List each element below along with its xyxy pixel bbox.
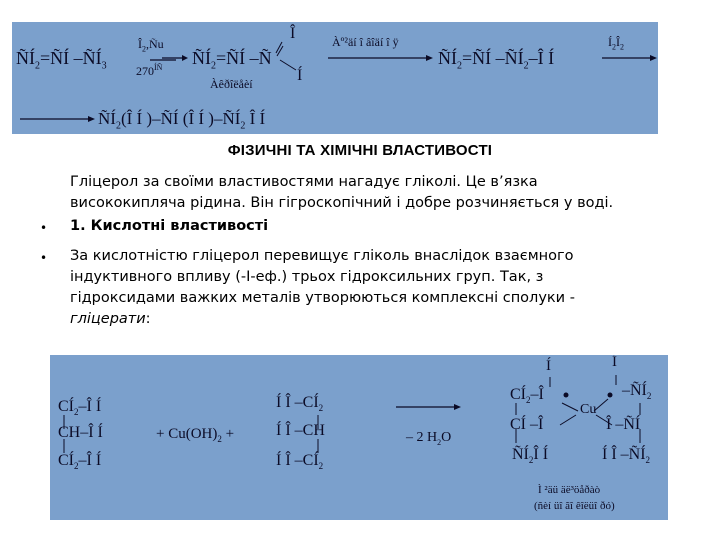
oxidation-conditions-top: $Î_2,Ñu$ <box>138 37 164 54</box>
item-acidity-paragraph <box>70 246 700 330</box>
glycerol-row-1: $CÍ_2-Î$ Í <box>58 398 102 418</box>
item2-line-4: гліцерати: <box>70 311 151 327</box>
acrolein-oxygen: Î <box>290 25 296 42</box>
glycerol-row-3: $CÍ_2-Î$ Í <box>58 452 102 472</box>
acrolein-caption: Àêðîëåèí <box>210 77 253 91</box>
glycerol2-row-1: Í Î $-CÍ_2$ <box>276 394 324 414</box>
complex-right-row-2: Î –ÑÍ <box>606 416 641 433</box>
complex-left-row-2: CÍ –Î <box>510 416 544 433</box>
complex-h-right: Í <box>612 355 617 370</box>
intro-paragraph <box>70 172 700 214</box>
bullet-marker: • <box>40 221 48 235</box>
glycerol2-row-3: Í Î $-CÍ_2$ <box>276 452 324 472</box>
copper-hydroxide-reagent: + $Cu(OH)_2$ + <box>156 426 235 444</box>
complex-right-row-3: Í Î $-ÑÍ_2$ <box>602 446 651 466</box>
complex-caption-name: Ì ²äü äë³öåðàò <box>538 484 601 496</box>
reduction-reagent: Àº²äí î âîäí î ÿ <box>332 35 399 49</box>
glycerol2-row-2: Í Î –CH <box>276 422 325 439</box>
intro-line-1: Гліцерол за своїми властивостями нагадує гліколі. Це в’язка <box>70 174 538 190</box>
complex-h-left: Í <box>546 358 551 374</box>
glycerol-row-2: CH–Î Í <box>58 424 103 441</box>
glycerol-formula-top: $ÑÍ_2(Î$ Í )–ÑÍ (Î Í )$-ÑÍ_2$ Î Í <box>98 109 266 132</box>
intro-line-2: висококипляча рідина. Він гігроскопічний і добре розчиняється у воді. <box>70 195 614 211</box>
bullet-marker: • <box>40 251 48 265</box>
item2-line-3: гідроксидами важких металів утворюються комплексні сполуки - <box>70 290 575 306</box>
complex-left-row-3: $ÑÍ_2Î$ Í <box>512 446 549 466</box>
section-title: ФІЗИЧНІ ТА ХІМІЧНІ ВЛАСТИВОСТІ <box>227 142 493 159</box>
body-text <box>40 172 700 352</box>
item-acid-properties: 1. Кислотні властивості <box>70 218 269 234</box>
acrolein-formula: $ÑÍ_2=ÑÍ$ –Ñ <box>192 48 272 72</box>
reaction-scheme-bottom <box>50 355 668 520</box>
reaction-scheme-top <box>12 22 658 134</box>
hydroxylation-conditions: $Í_2Î_2$ <box>608 35 624 52</box>
allyl-alcohol-formula: $ÑÍ_2=ÑÍ$ $-ÑÍ_2-Î$ Í <box>438 48 555 72</box>
acrolein-hydrogen: Í <box>297 67 303 84</box>
complex-left-row-1: $CÍ_2-Î$ <box>510 386 544 406</box>
complex-caption-color: (ñèí üî ãî êîëüî ðó) <box>534 500 615 512</box>
item2-line-1: За кислотністю гліцерол перевищує гліколь внаслідок взаємного <box>70 248 574 264</box>
propene-formula: $ÑÍ_2=ÑÍ$ $-ÑÍ_3$ <box>16 48 107 72</box>
water-elimination: – 2 $H_2O$ <box>406 430 452 447</box>
glycerates-term: гліцерати <box>70 311 146 327</box>
complex-right-row-1: $-ÑÍ_2$ <box>622 382 652 402</box>
copper-center: Cu <box>580 402 597 417</box>
oxidation-conditions-bottom: $270^{ÍÑ}$ <box>136 63 163 78</box>
item2-line-2: індуктивного впливу (-І-еф.) трьох гідроксильних груп. Так, з <box>70 269 544 285</box>
